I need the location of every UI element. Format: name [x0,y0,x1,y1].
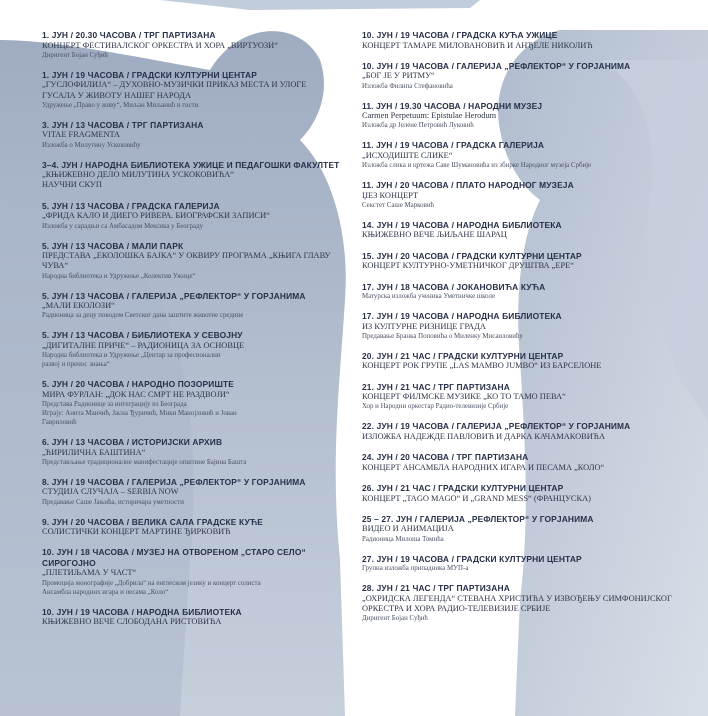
event-date-venue: 8. ЈУН / 19 ЧАСОВА / ГАЛЕРИЈА „РЕФЛЕКТОР“ У ГОРЈАНИМА [42,476,306,487]
event-date-venue: 14. ЈУН / 19 ЧАСОВА / НАРОДНА БИБЛИОТЕКА [362,219,562,230]
event-entry [362,311,672,341]
event-entry [362,483,672,504]
event-date-venue: 11. ЈУН / 19 ЧАСОВА / ГРАДСКА ГАЛЕРИЈА [362,140,545,151]
event-date-venue: 10. ЈУН / 19 ЧАСОВА / НАРОДНА БИБЛИОТЕКА [42,606,242,617]
event-title: „ДИГИТАЛНЕ ПРИЧЕ“ – РАДИОНИЦА ЗА ОСНОВЦЕ [42,340,245,350]
event-details: Предавање Саше Јањића, историчара уметности [42,498,184,506]
event-date-venue: 20. ЈУН / 21 ЧАС / ГРАДСКИ КУЛТУРНИ ЦЕНТАР [362,350,564,361]
event-entry [362,180,672,210]
event-title: ЏЕЗ КОНЦЕРТ [362,190,419,200]
event-entry [42,607,342,628]
event-date-venue: 5. ЈУН / 20 ЧАСОВА / НАРОДНО ПОЗОРИШТЕ [42,379,235,390]
event-date-venue: 25 – 27. ЈУН / ГАЛЕРИЈА „РЕФЛЕКТОР“ У ГОРЈАНИМА [362,513,594,524]
event-entry [42,437,342,467]
event-entry [42,379,342,427]
event-date-venue: 10. ЈУН / 19 ЧАСОВА / ГРАДСКА КУЋА УЖИЦЕ [362,30,558,40]
event-entry [42,30,342,60]
event-title: „ОХРИДСКА ЛЕГЕНДА“ СТЕВАНА ХРИСТИЋА У ИЗВОЂЕЊУ СИМФОНИЈСКОГ [362,593,672,603]
event-details: Играју: Анита Манчић, Јасна Ђуричић, Мики Манојловић и Јован [42,410,237,418]
event-title: ВИДЕО И АНИМАЦИЈА [362,524,454,534]
event-entry [42,547,342,596]
event-date-venue: 24. ЈУН / 20 ЧАСОВА / ТРГ ПАРТИЗАНА [362,452,529,463]
event-title: КОНЦЕРТ КУЛТУРНО-УМЕТНИЧКОГ ДРУШТВА „ЕРЕ“ [362,261,574,271]
event-details: Радионица Милоша Томића [362,535,444,543]
event-title: „ЋИРИЛИЧНА БАШТИНА“ [42,447,146,457]
event-entry [42,330,342,369]
event-details: Изложба Филипа Стефановића [362,82,453,90]
event-title: ИЗЛОЖБА НАДЕЖДЕ ПАВЛОВИЋ И ДАРКА КАЧАМАКОВИЋА [362,431,606,441]
event-title: КОНЦЕРТ ТАМАРЕ МИЛОВАНОВИЋ И АНЂЕЛЕ НИКОЛИЋ [362,40,593,50]
event-title: „ПЛЕТИЉАМА У ЧАСТ“ [42,568,137,578]
event-date-venue: 17. ЈУН / 18 ЧАСОВА / ЈОКАНОВИЋА КУЋА [362,281,546,292]
event-entry [362,140,672,170]
event-title: ОРКЕСТРА И ХОРА РАДИО-ТЕЛЕВИЗИЈЕ СРБИЈЕ [362,603,551,613]
events-column-right [362,30,672,633]
event-entry [362,220,672,241]
event-entry [42,120,342,150]
event-details: Удружење „Право у живу“, Миљан Миљанић и гости [42,101,199,109]
event-entry [362,583,672,623]
event-title: СОЛИСТИЧКИ КОНЦЕРТ МАРТИНЕ ЂИРКОВИЋ [42,527,231,537]
event-details: Народна библиотека и Удружење „Центар за професионални [42,352,221,360]
event-entry [42,201,342,231]
event-title: „МАЛИ ЕКОЛОЗИ“ [42,301,115,311]
event-date-venue: 9. ЈУН / 20 ЧАСОВА / ВЕЛИКА САЛА ГРАДСКЕ КУЋЕ [42,516,264,527]
event-details: Групна изложба припадника МУП-а [362,565,469,573]
event-entry [362,382,672,412]
event-details: развој и пренос знања“ [42,361,110,369]
event-details: Гавриловић [42,419,77,427]
event-title: „ИСХОДИШТЕ СЛИКЕ“ [362,150,453,160]
event-details: Хор и Народни оркестар Радио-телевизије Србије [362,403,509,411]
event-details: Предавање Бранка Поповића о Миленку Мисаиловићу [362,332,523,340]
event-details: Представа Радионице за интеграцију из Београда [42,401,187,409]
event-entry [362,61,672,91]
event-date-venue: 22. ЈУН / 19 ЧАСОВА / ГАЛЕРИЈА „РЕФЛЕКТОР“ У ГОРЈАНИМА [362,421,631,432]
event-date-venue: 5. ЈУН / 13 ЧАСОВА / МАЛИ ПАРК [42,240,184,251]
event-title: ГУСАЛА У ЖИВОТУ НАШЕГ НАРОДА [42,90,192,100]
event-date-venue: 21. ЈУН / 21 ЧАС / ТРГ ПАРТИЗАНА [362,381,510,392]
event-entry [362,554,672,574]
event-date-venue: 3–4. ЈУН / НАРОДНА БИБЛИОТЕКА УЖИЦЕ И ПЕДАГОШКИ ФАКУЛТЕТ [42,159,340,170]
event-entry [362,101,672,131]
event-title: КЊИЖЕВНО ВЕЧЕ ЉИЉАНЕ ШАРАЦ [362,230,507,240]
event-date-venue: 3. ЈУН / 13 ЧАСОВА / ТРГ ПАРТИЗАНА [42,119,204,130]
event-date-venue: 5. ЈУН / 13 ЧАСОВА / БИБЛИОТЕКА У СЕВОЈНУ [42,330,243,341]
event-details: Изложба у сарадњи са Амбасадом Мексика у Београду [42,222,204,230]
event-date-venue: 27. ЈУН / 19 ЧАСОВА / ГРАДСКИ КУЛТУРНИ ЦЕНТАР [362,553,582,564]
event-date-venue: 10. ЈУН / 19 ЧАСОВА / ГАЛЕРИЈА „РЕФЛЕКТОР“ У ГОРЈАНИМА [362,60,631,71]
event-date-venue: 17. ЈУН / 19 ЧАСОВА / НАРОДНА БИБЛИОТЕКА [362,311,562,322]
event-date-venue: 10. ЈУН / 18 ЧАСОВА / МУЗЕЈ НА ОТВОРЕНОМ „СТАРО СЕЛО“ СИРОГОЈНО [42,547,306,568]
event-date-venue: 26. ЈУН / 21 ЧАС / ГРАДСКИ КУЛТУРНИ ЦЕНТАР [362,483,564,494]
event-entry [42,241,342,281]
event-details: Диригент Бојан Суђић [362,615,428,623]
event-title: КЊИЖЕВНО ВЕЧЕ СЛОБОДАНА РИСТОВИЋА [42,617,222,627]
event-entry [362,251,672,272]
event-entry [42,160,342,191]
event-title: ИЗ КУЛТУРНЕ РИЗНИЦЕ ГРАДА [362,321,486,331]
event-title: VITAE FRAGMENTA [42,130,120,140]
event-date-venue: 11. ЈУН / 20 ЧАСОВА / ПЛАТО НАРОДНОГ МУЗЕЈА [362,180,574,191]
event-entry [362,514,672,544]
event-entry [42,70,342,110]
events-column-left [42,30,342,638]
event-title: „КЊИЖЕВНО ДЕЛО МИЛУТИНА УСКОКОВИЋА“ [42,170,235,180]
event-date-venue: 5. ЈУН / 13 ЧАСОВА / ГРАДСКА ГАЛЕРИЈА [42,200,220,211]
event-date-venue: 1. ЈУН / 20.30 ЧАСОВА / ТРГ ПАРТИЗАНА [42,30,216,40]
event-details: Изложба др Јелене Петровић Луковић [362,122,474,130]
event-entry [42,517,342,538]
event-date-venue: 28. ЈУН / 21 ЧАС / ТРГ ПАРТИЗАНА [362,583,510,594]
event-title: КОНЦЕРТ АНСАМБЛА НАРОДНИХ ИГАРА И ПЕСАМА „КОЛО“ [362,462,605,472]
event-entry [42,291,342,321]
event-title: КОНЦЕРТ ФЕСТИВАЛСКОГ ОРКЕСТРА И ХОРА „ВИРТУОЗИ“ [42,40,278,50]
event-title: НАУЧНИ СКУП [42,180,102,190]
event-title: КОНЦЕРТ РОК ГРУПЕ „LAS MAMBO JUMBO“ ИЗ БАРСЕЛОНЕ [362,361,602,371]
event-title: „ФРИДА КАЛО И ДИЕГО РИВЕРА. БИОГРАФСКИ ЗАПИСИ“ [42,211,270,221]
event-title: ПРЕДСТАВА „ЕКОЛОШКА БАЈКА“ У ОКВИРУ ПРОГРАМА „КЊИГА ГЛАВУ [42,251,331,261]
event-title: „БОГ ЈЕ У РИТМУ“ [362,71,435,81]
event-details: Промоција монографије „Добрила“ на енглеском језику и концерт солиста [42,579,261,587]
event-details: Радионица за децу поводом Светског дана заштите животне средине [42,312,244,320]
event-details: Изложба слика и цртежа Саве Шумановића из збирке Народног музеја Србије [362,162,592,170]
event-date-venue: 6. ЈУН / 13 ЧАСОВА / ИСТОРИЈСКИ АРХИВ [42,437,223,448]
event-title: „ГУСЛОФИЛИЈА“ – ДУХОВНО-МУЗИЧКИ ПРИКАЗ МЕСТА И УЛОГЕ [42,80,307,90]
event-title: СТУДИЈА СЛУЧАЈА – SERBIA NOW [42,487,179,497]
event-entry [362,282,672,302]
event-details: Народна библиотека и Удружење „Колектив Ужице“ [42,272,196,280]
event-entry [362,30,672,51]
event-title: МИРА ФУРЛАН: „ДОК НАС СМРТ НЕ РАЗДВОЈИ“ [42,389,230,399]
event-date-venue: 5. ЈУН / 13 ЧАСОВА / ГАЛЕРИЈА „РЕФЛЕКТОР“ У ГОРЈАНИМА [42,290,306,301]
event-entry [362,452,672,473]
event-title: ЧУВА“ [42,261,69,271]
event-details: Секстет Саше Марковић [362,201,434,209]
event-details: Представљање традиционалне манифестације општине Бајина Башта [42,458,247,466]
event-entry [362,421,672,442]
event-date-venue: 11. ЈУН / 19.30 ЧАСОВА / НАРОДНИ МУЗЕЈ [362,100,543,111]
event-details: Матурска изложба ученика Уметничке школе [362,293,496,301]
event-entry [42,477,342,507]
event-title: Carmen Perpetuum: Epistulae Herodum [362,111,497,121]
event-date-venue: 1. ЈУН / 19 ЧАСОВА / ГРАДСКИ КУЛТУРНИ ЦЕНТАР [42,69,257,80]
event-title: КОНЦЕРТ „TAGO MAGO“ И „GRAND MESS“ (ФРАНЦУСКА) [362,493,591,503]
event-details: Диригент Бојан Суђић [42,51,108,59]
event-date-venue: 15. ЈУН / 20 ЧАСОВА / ГРАДСКИ КУЛТУРНИ ЦЕНТАР [362,250,582,261]
event-details: Изложба о Милутину Ускоковићу [42,141,141,149]
event-details: Ансамбла народних игара и песама „Коло“ [42,588,169,596]
event-entry [362,351,672,372]
event-title: КОНЦЕРТ ФИЛМСКЕ МУЗИКЕ „КО ТО ТАМО ПЕВА“ [362,392,566,402]
